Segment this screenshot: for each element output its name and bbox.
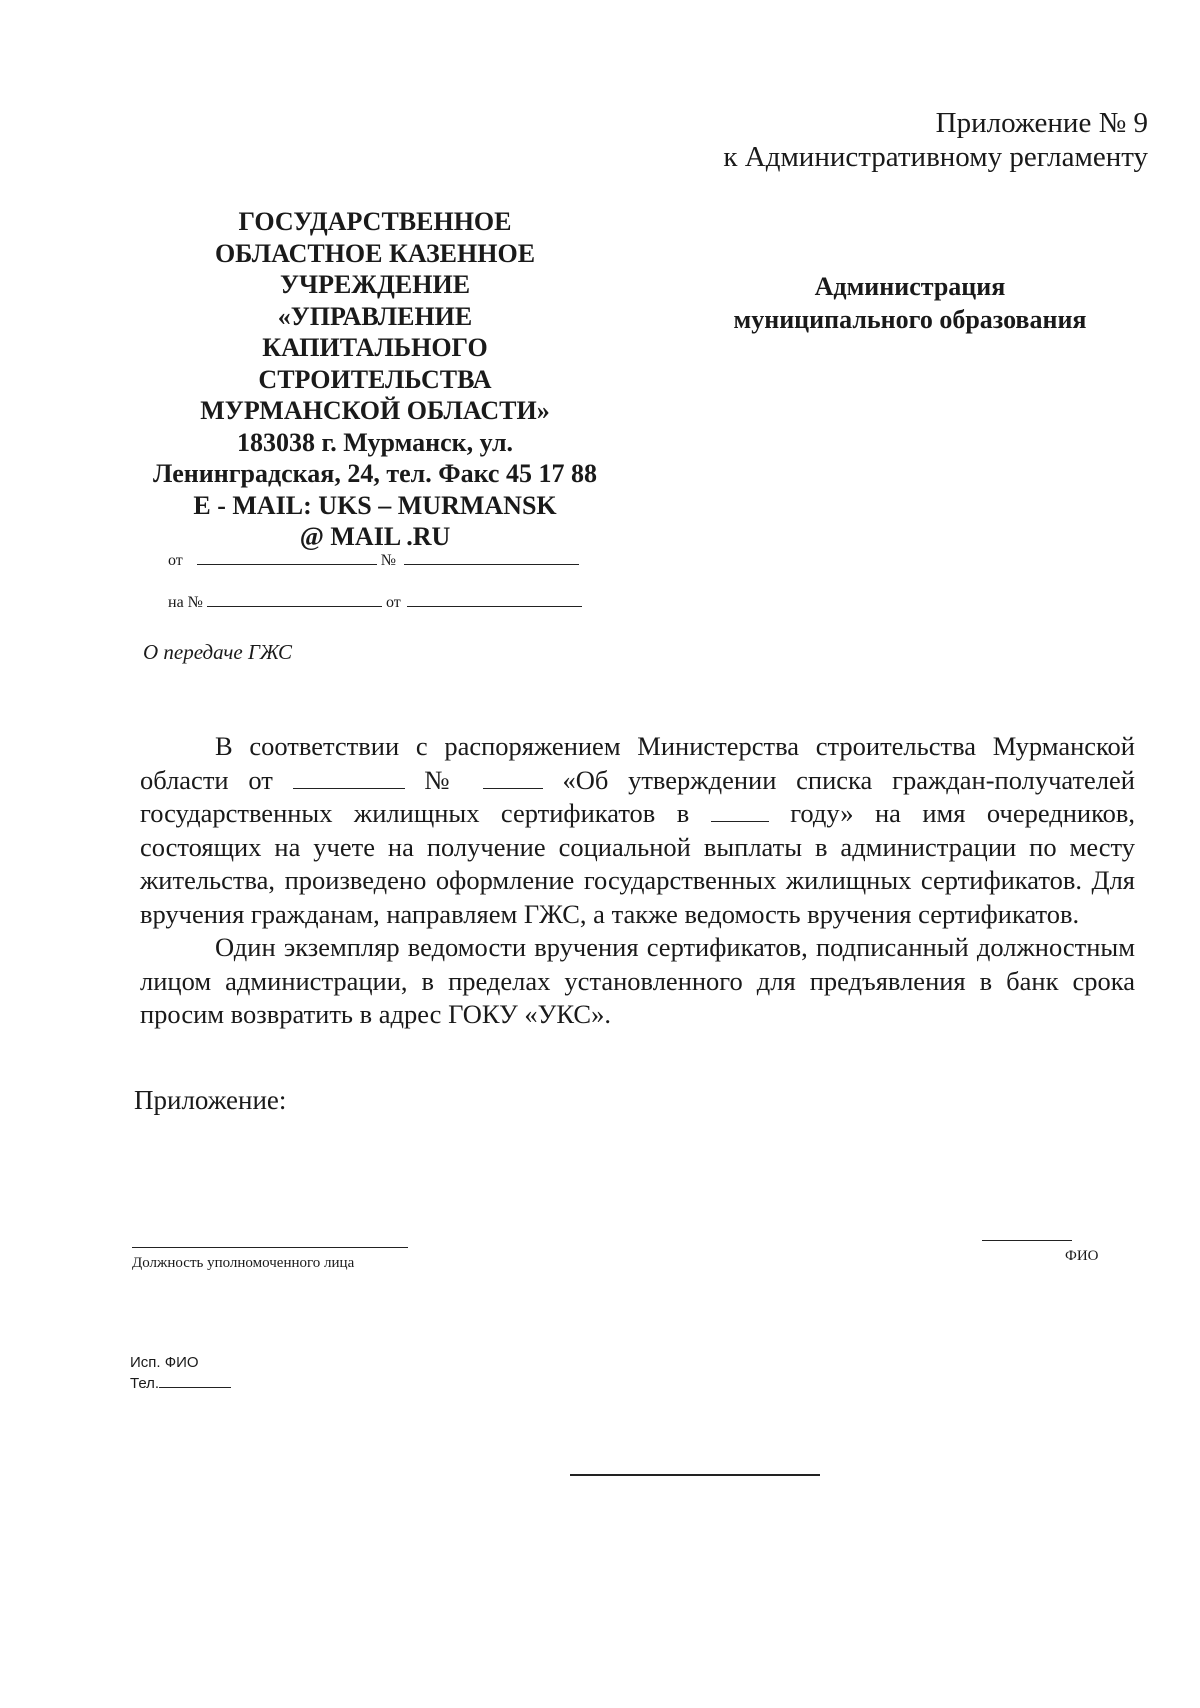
executor-phone (130, 1373, 231, 1394)
executor-block (130, 1353, 231, 1394)
recipient-block (690, 270, 1130, 336)
org-line: МУРМАНСКОЙ ОБЛАСТИ» (200, 396, 550, 425)
number-sign: № (424, 764, 463, 795)
reply-number-label: на № (168, 594, 203, 611)
org-line: УЧРЕЖДЕНИЕ (279, 270, 471, 299)
name-signature-line (982, 1240, 1072, 1241)
org-line: ГОСУДАРСТВЕННОЕ (238, 207, 512, 236)
annex-number: Приложение № 9 (935, 107, 1148, 139)
position-signature-line (132, 1247, 408, 1248)
body-text: В соответствии с распоряжением Министерства строительства Мурманской области от (140, 731, 1135, 795)
position-caption: Должность уполномоченного лица (132, 1255, 355, 1271)
phone-blank (159, 1373, 231, 1388)
annex-header (723, 106, 1148, 174)
org-line: ОБЛАСТНОЕ КАЗЕННОЕ (214, 238, 536, 268)
body-text: году» на имя очередников, состоящих на учете на получение социальной выплаты в администрации по месту жительства, произведено оформление государственных жилищных сертификатов. Для вручения гражданам, направляем ГЖС, а также ведомость вручения сертификатов. (140, 798, 1136, 929)
outgoing-reference (168, 550, 579, 570)
letter-body (140, 730, 1135, 1032)
recipient-line: муниципального образования (733, 305, 1087, 334)
annex-reference: к Административному регламенту (723, 141, 1148, 173)
org-line: КАПИТАЛЬНОГО (262, 333, 488, 362)
number-blank (404, 550, 579, 565)
phone-label: Тел. (130, 1375, 160, 1392)
reply-from-label: от (385, 594, 401, 611)
name-caption: ФИО (1065, 1248, 1099, 1264)
from-label: от (168, 552, 183, 569)
number-blank (483, 768, 543, 789)
org-address-phone: Ленинградская, 24, тел. Факс 45 17 88 (153, 459, 597, 488)
reply-number-blank (207, 592, 382, 607)
reply-reference (168, 592, 582, 612)
body-paragraph (140, 730, 1135, 931)
year-blank (711, 801, 769, 822)
body-paragraph: Один экземпляр ведомости вручения сертификатов, подписанный должностным лицом администрации, в пределах установленного для предъявления в банк срока просим возвратить в адрес ГОКУ «УКС». (140, 932, 1135, 1029)
number-label: № (380, 552, 397, 569)
org-email: E - MAIL: UKS – MURMANSK (193, 490, 557, 520)
attachment-label: Приложение: (134, 1085, 287, 1115)
footer-separator (570, 1474, 820, 1476)
date-blank (197, 550, 377, 565)
reply-date-blank (407, 592, 582, 607)
org-line: СТРОИТЕЛЬСТВА (258, 364, 492, 394)
org-address: 183038 г. Мурманск, ул. (236, 427, 514, 457)
org-line: «УПРАВЛЕНИЕ (277, 301, 473, 331)
organization-letterhead (130, 206, 620, 553)
org-email: @ MAIL .RU (299, 522, 451, 551)
letter-subject: О передаче ГЖС (143, 640, 293, 664)
recipient-line: Администрация (814, 272, 1006, 301)
executor-name: Исп. ФИО (130, 1354, 199, 1371)
body-text: «Об утверждении списка граждан-получателей государственных жилищных сертификатов в (140, 764, 1135, 828)
date-blank (293, 768, 405, 789)
